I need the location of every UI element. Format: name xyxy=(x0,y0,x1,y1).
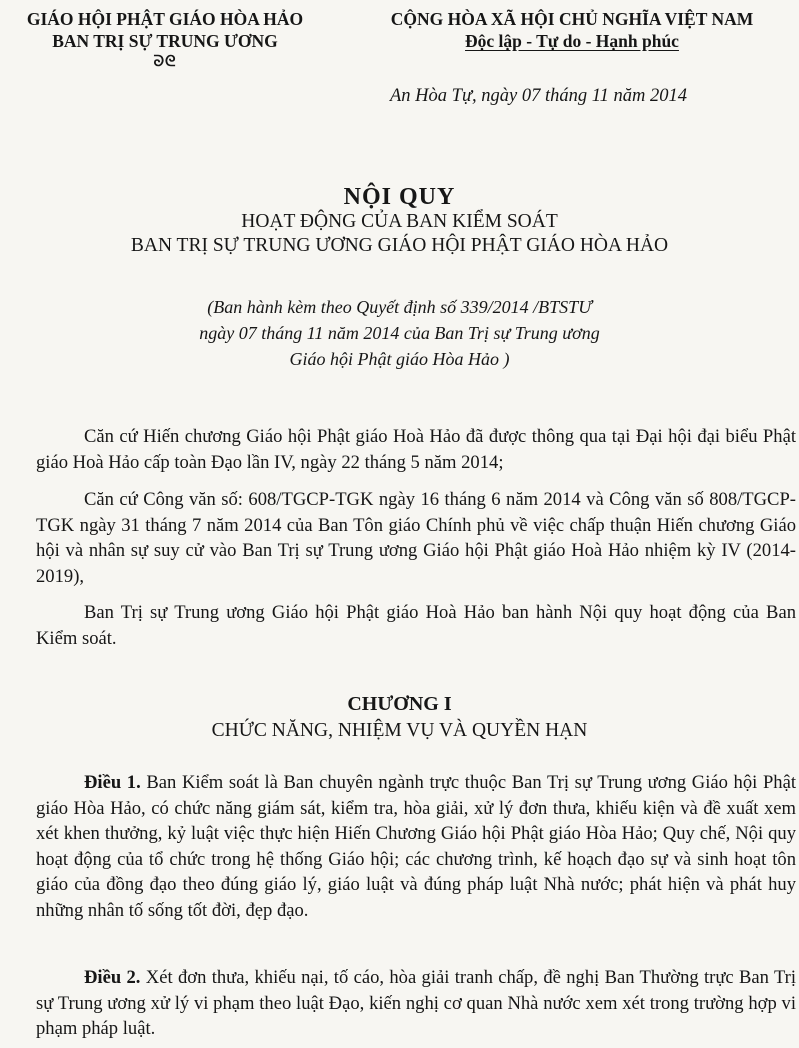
document-subtitle: HOẠT ĐỘNG CỦA BAN KIỂM SOÁT xyxy=(241,211,558,232)
nation-name: CỘNG HÒA XÃ HỘI CHỦ NGHĨA VIỆT NAM xyxy=(390,9,754,29)
preamble-paragraph-3: Ban Trị sự Trung ương Giáo hội Phật giáo Hoà Hảo ban hành Nội quy hoạt động của Ban Kiểm soát. xyxy=(36,602,796,649)
issuance-note-3: Giáo hội Phật giáo Hòa Hảo ) xyxy=(289,349,510,369)
document-subtitle-2: BAN TRỊ SỰ TRUNG ƯƠNG GIÁO HỘI PHẬT GIÁO HÒA HẢO xyxy=(130,235,669,256)
national-motto: Độc lập - Tự do - Hạnh phúc xyxy=(465,31,679,51)
article-2 xyxy=(36,965,796,1042)
org-subname: BAN TRỊ SỰ TRUNG ƯƠNG xyxy=(52,31,278,51)
article-text: Xét đơn thưa, khiếu nại, tố cáo, hòa giải tranh chấp, đề nghị Ban Thường trực Ban Trị sự Trung ương xử lý vi phạm theo luật Đạo, kiến nghị cơ quan Nhà nước xem xét trong trường hợp vi phạm pháp luật. xyxy=(36,967,797,1039)
chapter-number: CHƯƠNG I xyxy=(347,693,452,715)
article-text: Ban Kiểm soát là Ban chuyên ngành trực thuộc Ban Trị sự Trung ương Giáo hội Phật giáo Hòa Hảo, có chức năng giám sát, kiểm tra, hòa giải, xử lý đơn thưa, khiếu kiện và đề xuất xem xét khen thưởng, kỷ luật việc thực hiện Hiến Chương Giáo hội Phật giáo Hòa Hảo; Quy chế, Nội quy hoạt động của tổ chức trong hệ thống Giáo hội; các chương trình, kế hoạch đạo sự và sinh hoạt tôn giáo của đồng đạo theo đúng giáo lý, giáo luật và đúng pháp luật Nhà nước; phát hiện và phát huy những nhân tố sống tốt đời, đẹp đạo. xyxy=(36,772,796,921)
ornament-glyph: ᘐᘓ xyxy=(153,54,177,70)
issuance-note-2: ngày 07 tháng 11 năm 2014 của Ban Trị sự Trung ương xyxy=(199,323,600,343)
preamble-paragraph-1: Căn cứ Hiến chương Giáo hội Phật giáo Hoà Hảo đã được thông qua tại Đại hội đại biểu Phật giáo Hoà Hảo cấp toàn Đạo lần IV, ngày 22 tháng 5 năm 2014; xyxy=(36,426,796,473)
national-header xyxy=(352,8,792,52)
issuance-note-1: (Ban hành kèm theo Quyết định số 339/2014 /BTSTƯ xyxy=(207,297,592,317)
place-date: An Hòa Tự, ngày 07 tháng 11 năm 2014 xyxy=(390,86,688,106)
org-name: GIÁO HỘI PHẬT GIÁO HÒA HẢO xyxy=(26,9,304,29)
organization-header xyxy=(10,8,320,72)
document-title: NỘI QUY xyxy=(343,184,456,210)
article-label: Điều 2. xyxy=(84,967,141,988)
article-label: Điều 1. xyxy=(84,772,141,793)
preamble-paragraph-2: Căn cứ Công văn số: 608/TGCP-TGK ngày 16 tháng 6 năm 2014 và Công văn số 808/TGCP-TGK ngày 31 tháng 7 năm 2014 của Ban Tôn giáo Chính phủ về việc chấp thuận Hiến chương Giáo hội và nhân sự suy cử vào Ban Trị sự Trung ương Giáo hội Phật giáo Hoà Hảo nhiệm kỳ IV (2014- 2019), xyxy=(36,489,796,587)
chapter-title: CHỨC NĂNG, NHIỆM VỤ VÀ QUYỀN HẠN xyxy=(211,720,588,741)
article-1 xyxy=(36,770,796,923)
